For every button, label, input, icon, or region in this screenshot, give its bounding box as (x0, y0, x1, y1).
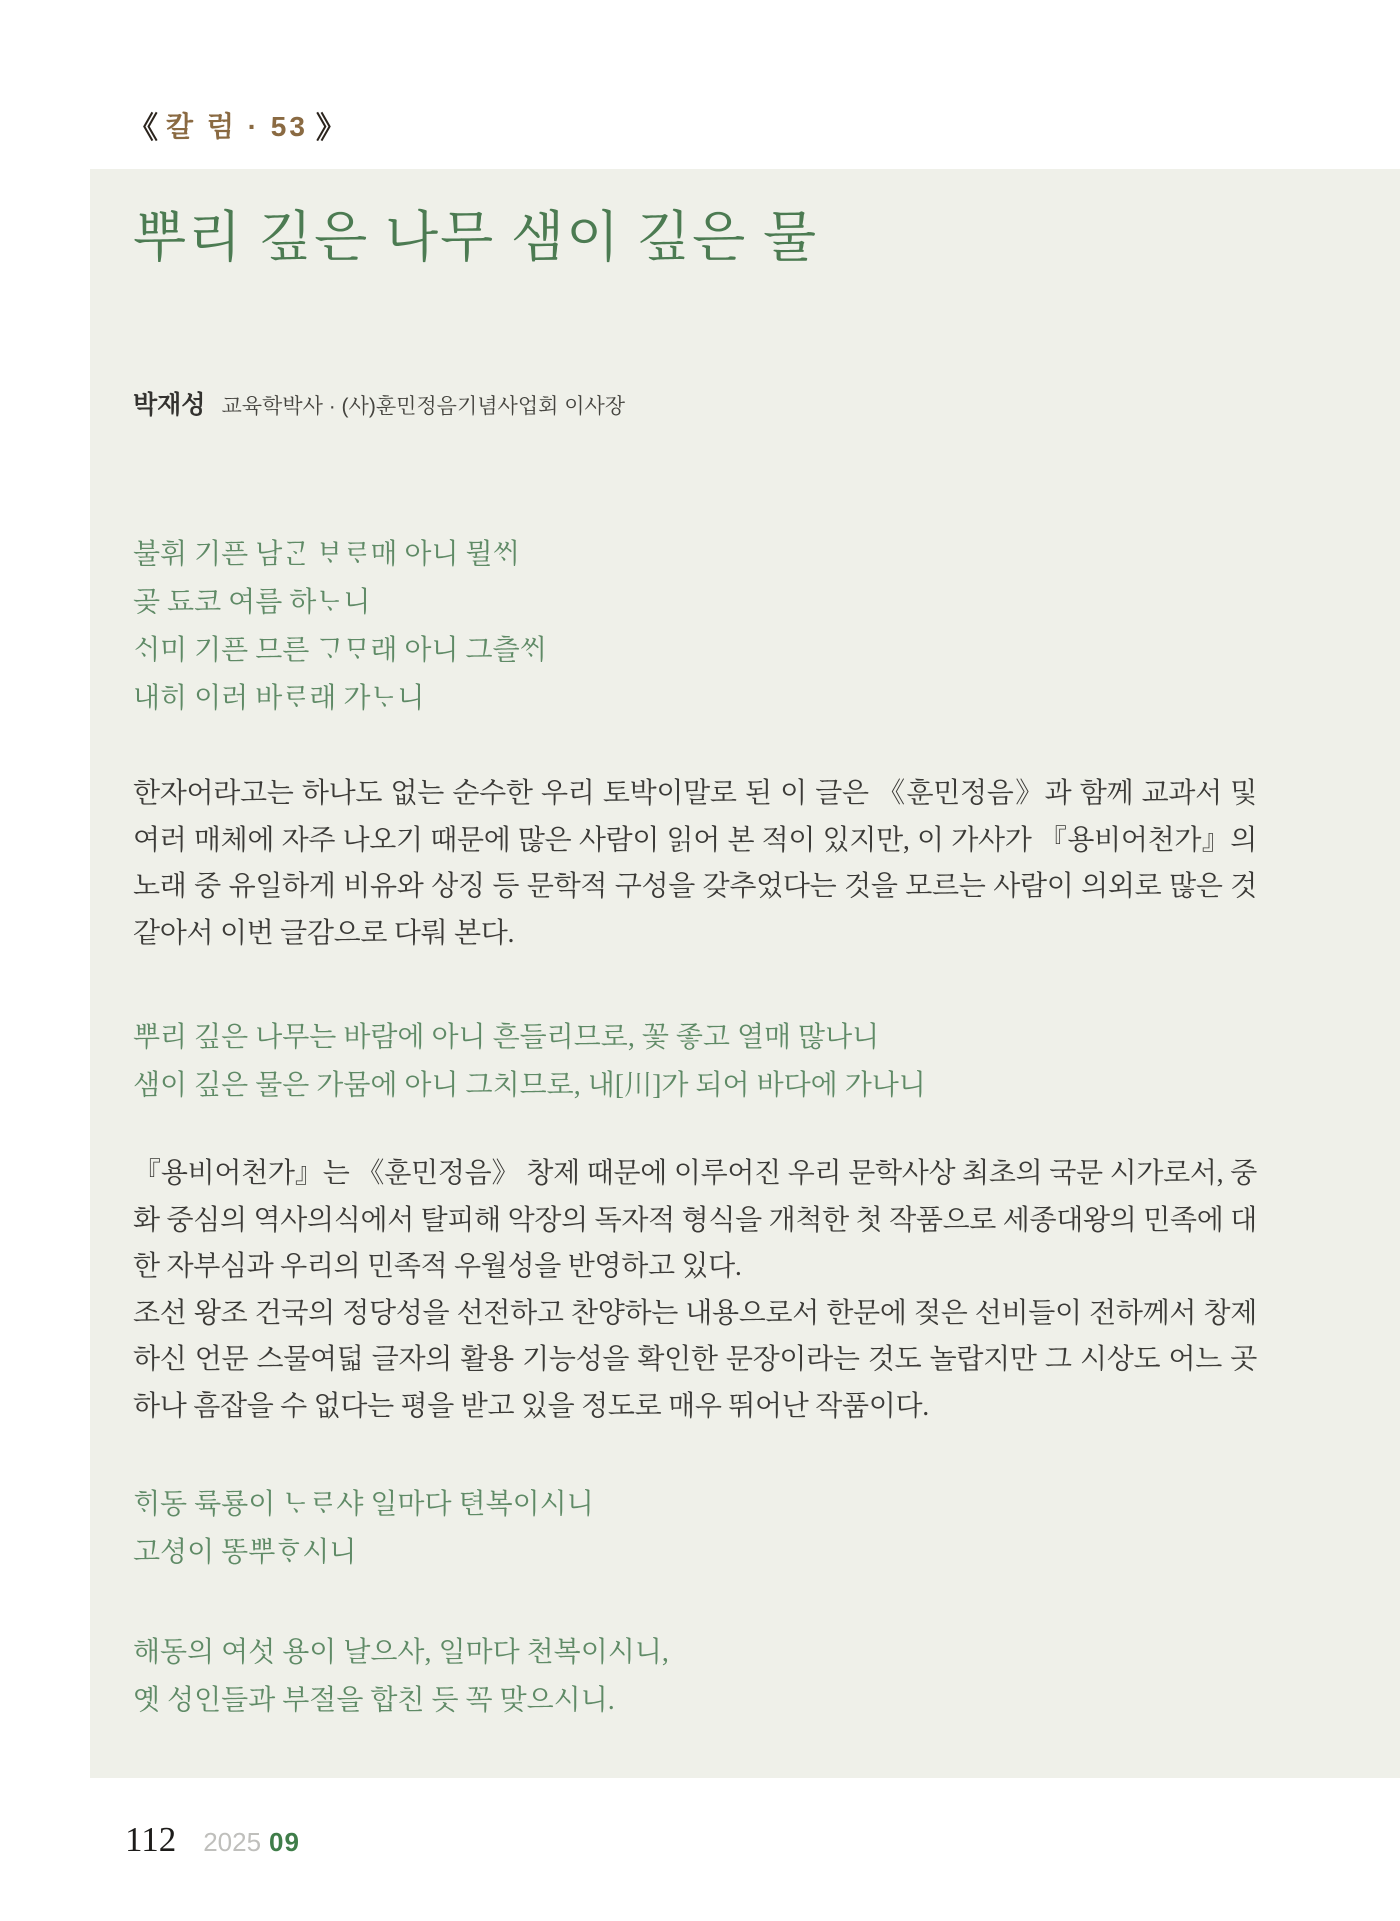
verse-line: 해동의 여섯 용이 날으사, 일마다 천복이시니, (133, 1637, 669, 1668)
issue-month: 09 (269, 1827, 300, 1857)
modern-korean-couplet (133, 1014, 926, 1110)
verse-line: 곶 됴코 여름 하ᄂᆞ니 (133, 587, 371, 618)
verse-line: ᄉᆡ미 기픈 므른 ᄀᆞᄆᆞ래 아니 그츨ᄊᆡ (133, 635, 547, 666)
column-header (128, 103, 346, 147)
old-korean-verse-2 (133, 1481, 594, 1577)
verse-line: 옛 성인들과 부절을 합친 듯 꼭 맞으시니. (133, 1685, 615, 1716)
page-footer (125, 1820, 300, 1860)
body-paragraph-2: 『용비어천가』는 《훈민정음》 창제 때문에 이루어진 우리 문학사상 최초의 국문 시가로서, 중화 중심의 역사의식에서 탈피해 악장의 독자적 형식을 개척한 첫 작품으로 세종대왕의 민족에 대한 자부심과 우리의 민족적 우월성을 반영하고 있다. (133, 1158, 1257, 1282)
body-paragraph-1: 한자어라고는 하나도 없는 순수한 우리 토박이말로 된 이 글은 《훈민정음》과 함께 교과서 및 여러 매체에 자주 나오기 때문에 많은 사람이 읽어 본 적이 있지만, 이 가사가 『용비어천가』의 노래 중 유일하게 비유와 상징 등 문학적 구성을 갖추었다는 것을 모르는 사람이 의외로 많은 것 같아서 이번 글감으로 다뤄 본다. (133, 778, 1257, 949)
issue-year: 2025 (203, 1827, 262, 1857)
byline (133, 385, 625, 421)
close-bracket-icon: 》 (315, 112, 346, 145)
body-paragraph-3: 조선 왕조 건국의 정당성을 선전하고 찬양하는 내용으로서 한문에 젖은 선비들이 전하께서 창제하신 언문 스물여덟 글자의 활용 기능성을 확인한 문장이라는 것도 놀랍지만 그 시상도 어느 곳 하나 흠잡을 수 없다는 평을 받고 있을 정도로 매우 뛰어난 작품이다. (133, 1297, 1257, 1422)
article-card (90, 169, 1400, 1778)
body-paragraph-group (133, 1151, 1257, 1430)
old-korean-verse-1 (133, 531, 547, 723)
verse-translation (133, 1629, 669, 1725)
verse-line: 불휘 기픈 남ᄀᆞᆫ ᄇᆞᄅᆞ매 아니 뮐ᄊᆡ (133, 539, 520, 570)
page-number: 112 (125, 1820, 177, 1859)
verse-line: 고셩이 똥뿌ᄒᆞ시니 (133, 1537, 357, 1568)
author-name: 박재성 (133, 391, 206, 419)
column-header-label: 칼 럼 · 53 (166, 111, 308, 142)
verse-line: ᄒᆡ동 륙룡이 ᄂᆞᄅᆞ샤 일마다 텬복이시니 (133, 1489, 594, 1520)
verse-line: 뿌리 깊은 나무는 바람에 아니 흔들리므로, 꽃 좋고 열매 많나니 (133, 1022, 880, 1053)
article-title: 뿌리 깊은 나무 샘이 깊은 물 (133, 207, 819, 268)
open-bracket-icon: 《 (128, 112, 158, 145)
verse-line: 샘이 깊은 물은 가뭄에 아니 그치므로, 내[川]가 되어 바다에 가나니 (133, 1070, 926, 1101)
author-role: 교육학박사 · (사)훈민정음기념사업회 이사장 (221, 395, 626, 418)
verse-line: 내히 이러 바ᄅᆞ래 가ᄂᆞ니 (133, 683, 425, 714)
